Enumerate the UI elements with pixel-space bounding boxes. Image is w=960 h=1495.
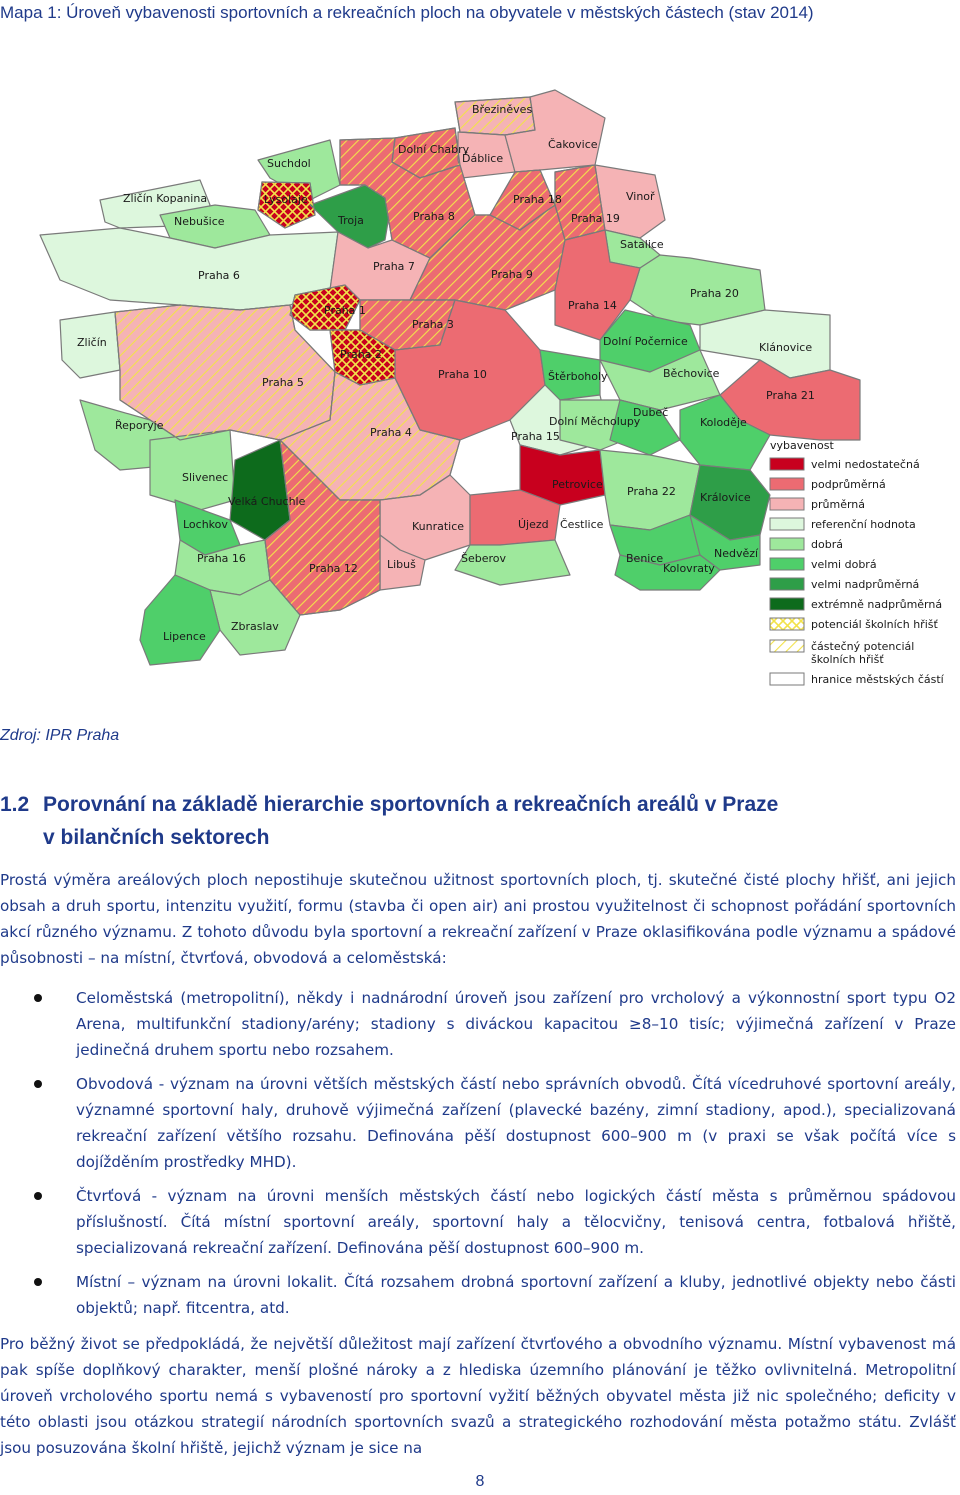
district-label-seberov: Šeberov bbox=[461, 552, 507, 565]
district-label-zlicin-kopanina: Zličín Kopanina bbox=[123, 192, 208, 205]
bullet-dot-icon bbox=[34, 1278, 42, 1286]
district-label-praha-1: Praha 1 bbox=[324, 304, 366, 317]
legend-swatch bbox=[770, 598, 804, 610]
district-label-klanovice: Klánovice bbox=[759, 341, 813, 354]
legend-swatch bbox=[770, 578, 804, 590]
district-label-reporyje: Řeporyje bbox=[115, 419, 164, 432]
district-label-praha-9: Praha 9 bbox=[491, 268, 533, 281]
district-label-troja: Troja bbox=[338, 214, 364, 227]
district-label-praha-8: Praha 8 bbox=[413, 210, 455, 223]
district-label-praha-18: Praha 18 bbox=[513, 193, 562, 206]
district-label-praha-14: Praha 14 bbox=[568, 299, 617, 312]
district-label-praha-12: Praha 12 bbox=[309, 562, 358, 575]
district-label-cakovice: Čakovice bbox=[548, 138, 598, 151]
legend-swatch bbox=[770, 458, 804, 470]
legend-label: hranice městských částí bbox=[811, 673, 944, 686]
district-label-libus: Libuš bbox=[387, 558, 416, 571]
list-item-text: Místní – význam na úrovni lokalit. Čítá rozsahem drobná sportovní zařízení a kluby, jednotlivé objekty nebo části objektů; např. fitcentra, atd. bbox=[76, 1273, 956, 1317]
legend-title: vybavenost bbox=[770, 439, 834, 452]
legend-swatch bbox=[770, 518, 804, 530]
district-label-cestlice: Čestlice bbox=[560, 518, 604, 531]
district-label-nedvezi: Nedvězí bbox=[714, 547, 759, 560]
legend-label: extrémně nadprůměrná bbox=[811, 598, 943, 611]
page-number: 8 bbox=[475, 1473, 485, 1490]
district-label-benice: Benice bbox=[626, 552, 664, 565]
district-label-praha-21: Praha 21 bbox=[766, 389, 815, 402]
district-slivenec bbox=[150, 430, 235, 510]
district-label-dubec: Dubeč bbox=[633, 406, 669, 419]
district-label-praha-2: Praha 2 bbox=[340, 348, 382, 361]
legend-swatch bbox=[770, 538, 804, 550]
district-label-brezineves: Březiněves bbox=[472, 103, 533, 116]
district-label-praha-15: Praha 15 bbox=[511, 430, 560, 443]
legend-label: velmi dobrá bbox=[811, 558, 877, 571]
legend-swatch-hatch bbox=[770, 640, 804, 652]
list-item bbox=[0, 985, 956, 1063]
district-label-petrovice: Petrovice bbox=[552, 478, 603, 491]
district-label-praha-20: Praha 20 bbox=[690, 287, 739, 300]
district-label-praha-22: Praha 22 bbox=[627, 485, 676, 498]
list-item-text: Čtvrťová - význam na úrovni menších městských částí nebo logických částí města s průměrnou spádovou příslušností. Čítá místní sportovní areály, sportovní haly a tělocvičny, tenisová centra, fotbalová hřiště, specializovaná rekreační zařízení. Definována pěší dostupnost 600–900 m. bbox=[76, 1187, 956, 1257]
legend-swatch bbox=[770, 673, 804, 685]
district-label-praha-3: Praha 3 bbox=[412, 318, 454, 331]
legend-label: průměrná bbox=[811, 498, 866, 511]
district-label-zbraslav: Zbraslav bbox=[231, 620, 279, 633]
bullet-dot-icon bbox=[34, 1080, 42, 1088]
legend-swatch bbox=[770, 558, 804, 570]
district-label-praha-10: Praha 10 bbox=[438, 368, 487, 381]
paragraph-intro: Prostá výměra areálových ploch nepostihuje skutečnou užitnost sportovních ploch, tj. skutečné čisté plochy hřišť, ani jejich obsah a druh sportu, intenzitu využití, formu (stavba či open air) ani prostou využitelnost či schopnost pořádání sportovních akcí různého významu. Z tohoto důvodu byla sportovní a rekreační zařízení v Praze oklasifikována podle významu a spádové působnosti – na místní, čtvrťová, obvodová a celoměstská: bbox=[0, 871, 956, 967]
paragraph-conclusion: Pro běžný život se předpokládá, že největší důležitost mají zařízení čtvrťového a obvodního významu. Místní vybavenost má pak spíše doplňkový charakter, menší plošné nároky a z hlediska územního plánování je těžko ovlivnitelná. Metropolitní úroveň vrcholového sportu nemá s vybaveností pro sportovní vyžití běžných obyvatel města již nic společného; deficity v této oblasti jsou otázkou strategií národních sportovních svazů a strategického rozhodování města potažmo státu. Zvlášť jsou posuzována školní hřiště, jejichž význam je sice na bbox=[0, 1335, 956, 1457]
district-label-nebusice: Nebušice bbox=[174, 215, 225, 228]
district-label-zlicin: Zličín bbox=[77, 336, 107, 349]
district-label-satalice: Satalice bbox=[620, 238, 664, 251]
bullet-dot-icon bbox=[34, 1192, 42, 1200]
prague-district-map bbox=[0, 0, 960, 720]
legend-swatch-hatch bbox=[770, 618, 804, 630]
legend-label: potenciál školních hřišť bbox=[811, 618, 938, 631]
district-label-kolovraty: Kolovraty bbox=[663, 562, 715, 575]
district-label-velka-chuchle: Velká Chuchle bbox=[228, 495, 306, 508]
district-label-dolni-chabry: Dolní Chabry bbox=[398, 143, 470, 156]
district-label-praha-7: Praha 7 bbox=[373, 260, 415, 273]
section-heading bbox=[0, 788, 930, 854]
district-label-slivenec: Slivenec bbox=[182, 471, 229, 484]
source-note: Zdroj: IPR Praha bbox=[0, 727, 120, 744]
legend-label: referenční hodnota bbox=[811, 518, 916, 531]
list-item bbox=[0, 1269, 956, 1321]
district-label-praha-5: Praha 5 bbox=[262, 376, 304, 389]
legend-label: velmi nedostatečná bbox=[811, 458, 920, 471]
legend-swatch bbox=[770, 478, 804, 490]
district-label-dablice: Ďáblice bbox=[462, 152, 504, 165]
district-label-lipence: Lipence bbox=[163, 630, 206, 643]
bullet-list bbox=[0, 985, 956, 1329]
district-label-kunratice: Kunratice bbox=[412, 520, 465, 533]
legend-label: dobrá bbox=[811, 538, 843, 551]
legend-swatch bbox=[770, 498, 804, 510]
district-label-bechovice: Běchovice bbox=[663, 367, 720, 380]
legend-label: podprůměrná bbox=[811, 478, 886, 491]
district-label-kolodeje: Koloděje bbox=[700, 416, 747, 429]
legend-label-line-2: školních hřišť bbox=[811, 653, 884, 666]
district-label-praha-16: Praha 16 bbox=[197, 552, 246, 565]
heading-line-2: v bilančních sektorech bbox=[43, 826, 270, 849]
district-label-sterboholy: Štěrboholy bbox=[548, 370, 608, 383]
district-label-lochkov: Lochkov bbox=[183, 518, 228, 531]
legend-label: velmi nadprůměrná bbox=[811, 578, 920, 591]
district-label-dolni-pocernice: Dolní Počernice bbox=[603, 335, 688, 348]
district-label-praha-19: Praha 19 bbox=[571, 212, 620, 225]
map-title: Mapa 1: Úroveň vybavenosti sportovních a rekreačních ploch na obyvatele v městských částech (stav 2014) bbox=[0, 3, 814, 22]
district-label-suchdol: Suchdol bbox=[267, 157, 311, 170]
bullet-dot-icon bbox=[34, 994, 42, 1002]
district-label-lysolaje: Lysolaje bbox=[264, 193, 308, 206]
section-number: 1.2 bbox=[0, 793, 30, 816]
legend-label: částečný potenciál bbox=[811, 640, 915, 653]
district-label-dolni-mecholupy: Dolní Měcholupy bbox=[549, 415, 641, 428]
district-label-praha-4: Praha 4 bbox=[370, 426, 412, 439]
district-label-praha-6: Praha 6 bbox=[198, 269, 240, 282]
list-item bbox=[0, 1071, 956, 1175]
list-item bbox=[0, 1183, 956, 1261]
district-label-vinor: Vinoř bbox=[626, 190, 655, 203]
list-item-text: Celoměstská (metropolitní), někdy i nadnárodní úroveň jsou zařízení pro vrcholový a výkonnostní sport typu O2 Arena, multifunkční stadiony/arény; stadiony s diváckou kapacitou ≥8–10 tisíc; výjimečná zařízení v Praze jedinečná druhem sportu nebo rozsahem. bbox=[76, 989, 956, 1059]
district-label-ujezd: Újezd bbox=[518, 518, 549, 531]
heading-line-1: Porovnání na základě hierarchie sportovních a rekreačních areálů v Praze bbox=[43, 793, 779, 816]
list-item-text: Obvodová - význam na úrovni větších městských částí nebo správních obvodů. Čítá vícedruhové sportovní areály, významné sportovní haly, druhově výjimečná zařízení (plavecké bazény, zimní stadiony, apod.), specializovaná rekreační zařízení většího rozsahu. Definována pěší dostupnost 600–900 m (v praxi se však počítá více s dojížděním prostředky MHD). bbox=[76, 1075, 956, 1171]
district-label-kralovice: Královice bbox=[700, 491, 751, 504]
district-lipence bbox=[140, 575, 220, 665]
